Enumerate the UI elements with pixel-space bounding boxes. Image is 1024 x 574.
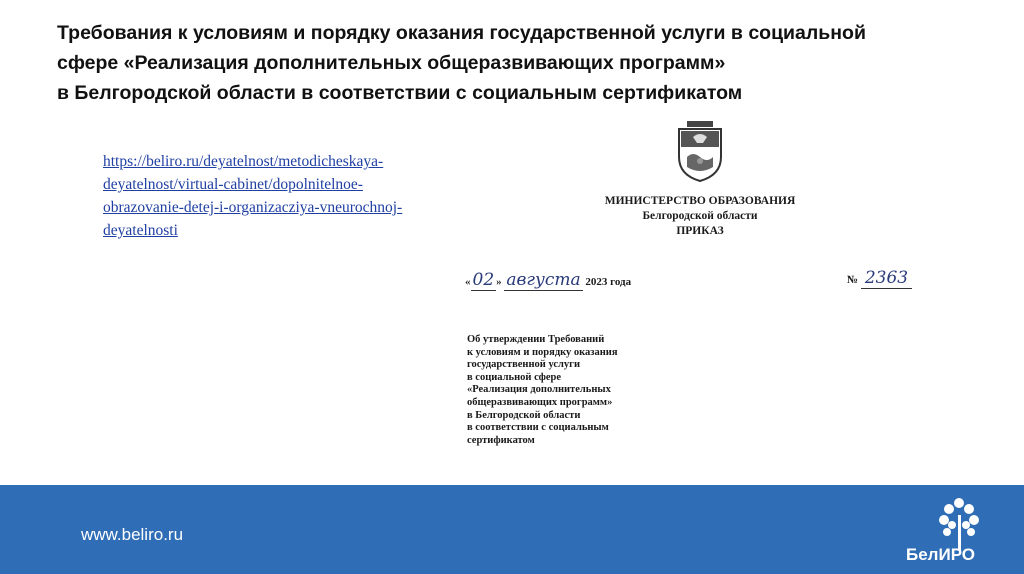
subject-line: сертификатом	[467, 434, 535, 446]
footer-bar	[0, 485, 1024, 574]
subject-line: государственной услуги	[467, 359, 580, 371]
number-value: 2363	[861, 268, 912, 289]
coat-of-arms-icon	[673, 117, 727, 183]
subject-line: общеразвивающих программ»	[467, 396, 613, 408]
date-month: августа	[506, 270, 581, 290]
link-line-2[interactable]: deyatelnost/virtual-cabinet/dopolnitelnoe-	[103, 176, 363, 193]
order-date-row	[465, 260, 965, 296]
date-quote-close: »	[496, 276, 502, 288]
subject-line: «Реализация дополнительных	[467, 384, 611, 396]
date-day: 02	[472, 270, 495, 290]
order-subject	[467, 334, 727, 447]
beliro-logo	[904, 495, 1004, 571]
logo-text: БелИРО	[906, 545, 976, 564]
number-label: №	[847, 274, 859, 286]
title-line-2: сфере «Реализация дополнительных общеразвивающих программ»	[57, 52, 726, 74]
title-line-3: в Белгородской области в соответствии с социальным сертификатом	[57, 82, 743, 104]
link-line-4[interactable]: deyatelnosti	[103, 222, 178, 239]
date-year: 2023 года	[585, 276, 632, 288]
order-date	[465, 270, 631, 291]
tree-logo-icon	[904, 495, 1004, 551]
ministry-name: МИНИСТЕРСТВО ОБРАЗОВАНИЯ	[604, 195, 796, 207]
date-quote-open: «	[465, 276, 471, 288]
order-label: ПРИКАЗ	[676, 225, 724, 237]
order-document-scan	[420, 112, 1020, 484]
subject-line: в Белгородской области	[467, 409, 581, 421]
region-name: Белгородской области	[642, 210, 758, 222]
title-line-1: Требования к условиям и порядку оказания государственной услуги в социальной	[57, 22, 866, 44]
subject-line: в социальной сфере	[467, 371, 562, 383]
link-line-3[interactable]: obrazovanie-detej-i-organizacziya-vneurochnoj-	[103, 199, 403, 216]
subject-line: к условиям и порядку оказания	[467, 346, 618, 358]
subject-line: в соответствии с социальным	[467, 422, 609, 434]
website-link[interactable]: www.beliro.ru	[81, 525, 184, 544]
slide-title	[57, 18, 1007, 108]
order-number	[847, 268, 912, 289]
document-header	[550, 194, 850, 239]
link-line-1[interactable]: https://beliro.ru/deyatelnost/metodicheskaya-	[103, 153, 384, 170]
subject-line: Об утверждении Требований	[467, 334, 605, 345]
